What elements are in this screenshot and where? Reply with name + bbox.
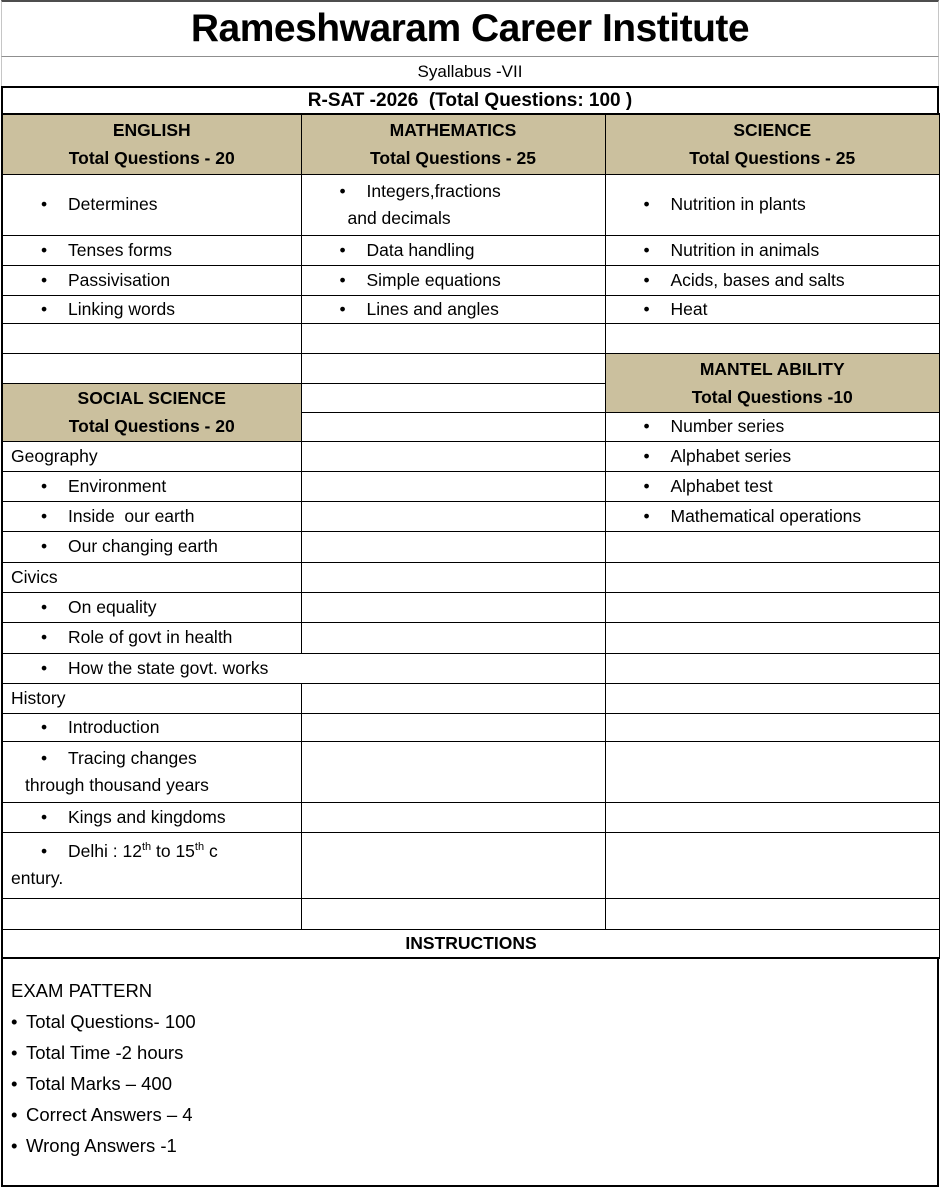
bullet-icon: • (41, 536, 48, 556)
superscript-text: th (194, 841, 205, 854)
empty-cell (605, 741, 940, 802)
empty-cell (301, 471, 605, 501)
table-row (2, 653, 940, 683)
bullet-icon: • (339, 298, 346, 319)
cell-text-line: SCIENCE (733, 120, 812, 141)
empty-cell (301, 383, 605, 412)
instructions-section (1, 959, 939, 1187)
item-cell (301, 265, 605, 295)
item-cell (2, 501, 301, 531)
table-row (2, 114, 940, 174)
table-row (2, 353, 940, 383)
syllabus-table (1, 113, 940, 959)
bullet-icon: • (11, 1010, 18, 1032)
cell-text-line: • Environment (3, 473, 301, 500)
item-cell (301, 174, 605, 235)
item-cell (605, 174, 940, 235)
table-row (2, 741, 940, 802)
item-cell (605, 441, 940, 471)
table-row (2, 592, 940, 622)
cell-text-line: • Number series (606, 413, 940, 440)
bullet-icon: • (11, 1134, 18, 1156)
item-cell (2, 174, 301, 235)
empty-cell (605, 832, 940, 898)
cell-text-line: • Alphabet series (606, 443, 940, 470)
cell-text-line: • Integers,fractions (302, 178, 605, 205)
table-row (2, 683, 940, 713)
bullet-icon: • (643, 505, 650, 526)
bullet-icon: • (643, 445, 650, 466)
bullet-icon: • (41, 194, 48, 214)
table-row (2, 323, 940, 353)
cell-text-line: • Passivisation (3, 267, 301, 294)
document (1, 0, 939, 1187)
cell-text-line: • Our changing earth (3, 533, 301, 560)
syllabus-subtitle: Syallabus -VII (1, 57, 939, 86)
empty-cell (301, 501, 605, 531)
bullet-icon: • (643, 416, 650, 436)
empty-cell (605, 562, 940, 592)
empty-cell (301, 898, 605, 929)
cell-text-line: Total Questions - 25 (689, 148, 856, 169)
bullet-icon: • (339, 239, 346, 260)
bullet-icon: • (643, 194, 650, 214)
item-cell (2, 235, 301, 265)
cell-text-line: • Heat (606, 296, 940, 323)
empty-cell (2, 898, 301, 929)
empty-cell (605, 713, 940, 741)
exam-pattern-item: • Correct Answers – 4 (11, 1099, 927, 1130)
empty-cell (605, 683, 940, 713)
cell-text-line: • On equality (3, 594, 301, 621)
item-cell (2, 592, 301, 622)
cell-text-line: and decimals (347, 207, 451, 228)
bullet-icon: • (41, 239, 48, 260)
empty-cell (605, 622, 940, 653)
cell-text-line: entury. (11, 868, 64, 888)
bullet-icon: • (41, 269, 48, 290)
empty-cell (605, 323, 940, 353)
item-cell (605, 295, 940, 323)
empty-cell (605, 592, 940, 622)
item-cell (605, 265, 940, 295)
table-row (2, 898, 940, 929)
cell-text-line: ENGLISH (112, 120, 191, 141)
item-cell (2, 622, 301, 653)
bullet-icon: • (11, 1072, 18, 1094)
cell-text-line: • Kings and kingdoms (3, 804, 301, 831)
empty-cell (301, 441, 605, 471)
bullet-icon: • (41, 627, 48, 647)
empty-cell (301, 412, 605, 441)
exam-pattern-item: • Total Marks – 400 (11, 1068, 927, 1099)
empty-cell (605, 531, 940, 562)
label-cell (2, 562, 301, 592)
item-cell (605, 412, 940, 441)
bullet-icon: • (41, 806, 48, 827)
cell-text-line: Geography (11, 445, 98, 466)
bullet-icon: • (643, 239, 650, 260)
table-row (2, 265, 940, 295)
exam-pattern-item: • Total Questions- 100 (11, 1006, 927, 1037)
empty-cell (301, 353, 605, 383)
cell-text-line: • Linking words (3, 296, 301, 323)
table-row (2, 295, 940, 323)
item-cell (605, 471, 940, 501)
table-row (2, 441, 940, 471)
item-cell (301, 235, 605, 265)
superscript-text: th (141, 841, 152, 854)
table-row (2, 622, 940, 653)
bullet-icon: • (41, 841, 48, 861)
cell-text-line: • Role of govt in health (3, 624, 301, 651)
cell-text-line: • Determines (3, 191, 301, 218)
table-row (2, 562, 940, 592)
table-row (2, 531, 940, 562)
empty-cell (301, 323, 605, 353)
instructions-cell (2, 929, 940, 958)
bullet-icon: • (643, 269, 650, 290)
exam-pattern-list (11, 1006, 927, 1161)
bullet-icon: • (339, 269, 346, 290)
bullet-icon: • (41, 505, 48, 526)
empty-cell (301, 592, 605, 622)
bullet-icon: • (41, 657, 48, 678)
label-cell (2, 683, 301, 713)
cell-text-line: through thousand years (25, 774, 209, 795)
cell-text-line: MATHEMATICS (389, 120, 517, 141)
header-cell (605, 114, 940, 174)
item-cell (2, 531, 301, 562)
item-cell (301, 295, 605, 323)
item-cell (2, 713, 301, 741)
item-cell (2, 741, 301, 802)
bullet-icon: • (643, 298, 650, 319)
table-row (2, 832, 940, 898)
cell-text-line: • Lines and angles (302, 296, 605, 323)
cell-text-line: • Acids, bases and salts (606, 267, 940, 294)
empty-cell (301, 741, 605, 802)
cell-text-line: INSTRUCTIONS (405, 932, 537, 953)
bullet-icon: • (41, 747, 48, 768)
item-cell (605, 235, 940, 265)
table-row (2, 235, 940, 265)
cell-text-line: • Delhi : 12th to 15th c (3, 838, 301, 865)
header-cell (2, 383, 301, 441)
empty-cell (605, 898, 940, 929)
cell-text-line: • Mathematical operations (606, 503, 940, 530)
item-cell (2, 265, 301, 295)
header-cell (605, 353, 940, 412)
empty-cell (301, 562, 605, 592)
bullet-icon: • (11, 1103, 18, 1125)
table-row (2, 929, 940, 958)
bullet-icon: • (643, 475, 650, 496)
table-row (2, 471, 940, 501)
header-cell (2, 114, 301, 174)
bullet-icon: • (41, 716, 48, 737)
empty-cell (301, 622, 605, 653)
cell-text-line: • Tenses forms (3, 237, 301, 264)
empty-cell (301, 713, 605, 741)
item-cell (605, 501, 940, 531)
cell-text-line: • Tracing changes (3, 745, 301, 772)
exam-pattern-item: • Wrong Answers -1 (11, 1130, 927, 1161)
table-row (2, 802, 940, 832)
table-row (2, 713, 940, 741)
header-cell (301, 114, 605, 174)
empty-cell (605, 653, 940, 683)
bullet-icon: • (339, 180, 346, 201)
cell-text-line: Total Questions - 25 (370, 148, 536, 169)
item-cell (2, 295, 301, 323)
cell-text-line: SOCIAL SCIENCE (77, 388, 226, 408)
table-row (2, 501, 940, 531)
exam-pattern-heading: EXAM PATTERN (11, 979, 153, 1001)
bullet-icon: • (41, 596, 48, 617)
label-cell (2, 441, 301, 471)
institute-title: Rameshwaram Career Institute (1, 0, 939, 57)
cell-text-line: • Introduction (3, 714, 301, 741)
empty-cell (301, 832, 605, 898)
exam-pattern-item: • Total Time -2 hours (11, 1037, 927, 1068)
cell-text-line: Total Questions - 20 (68, 416, 235, 436)
item-cell (2, 471, 301, 501)
cell-text-line: • Data handling (302, 237, 605, 264)
item-cell (2, 802, 301, 832)
empty-cell (301, 802, 605, 832)
empty-cell (2, 353, 301, 383)
item-cell (2, 832, 301, 898)
bullet-icon: • (41, 475, 48, 496)
empty-cell (605, 802, 940, 832)
exam-title-bar: R-SAT -2026 (Total Questions: 100 ) (1, 86, 939, 113)
cell-text-line: • How the state govt. works (3, 655, 605, 682)
cell-text-line: • Alphabet test (606, 473, 940, 500)
item-cell (2, 653, 605, 683)
cell-text-line: • Nutrition in plants (606, 191, 940, 218)
bullet-icon: • (11, 1041, 18, 1063)
empty-cell (301, 683, 605, 713)
cell-text-line: Civics (11, 566, 58, 587)
empty-cell (301, 531, 605, 562)
cell-text-line: Total Questions - 20 (68, 148, 235, 169)
cell-text-line: MANTEL ABILITY (699, 358, 845, 379)
cell-text-line: History (11, 687, 66, 708)
empty-cell (2, 323, 301, 353)
table-row (2, 174, 940, 235)
cell-text-line: • Inside our earth (3, 503, 301, 530)
cell-text-line: • Simple equations (302, 267, 605, 294)
bullet-icon: • (41, 298, 48, 319)
cell-text-line: Total Questions -10 (691, 386, 853, 407)
cell-text-line: • Nutrition in animals (606, 237, 940, 264)
